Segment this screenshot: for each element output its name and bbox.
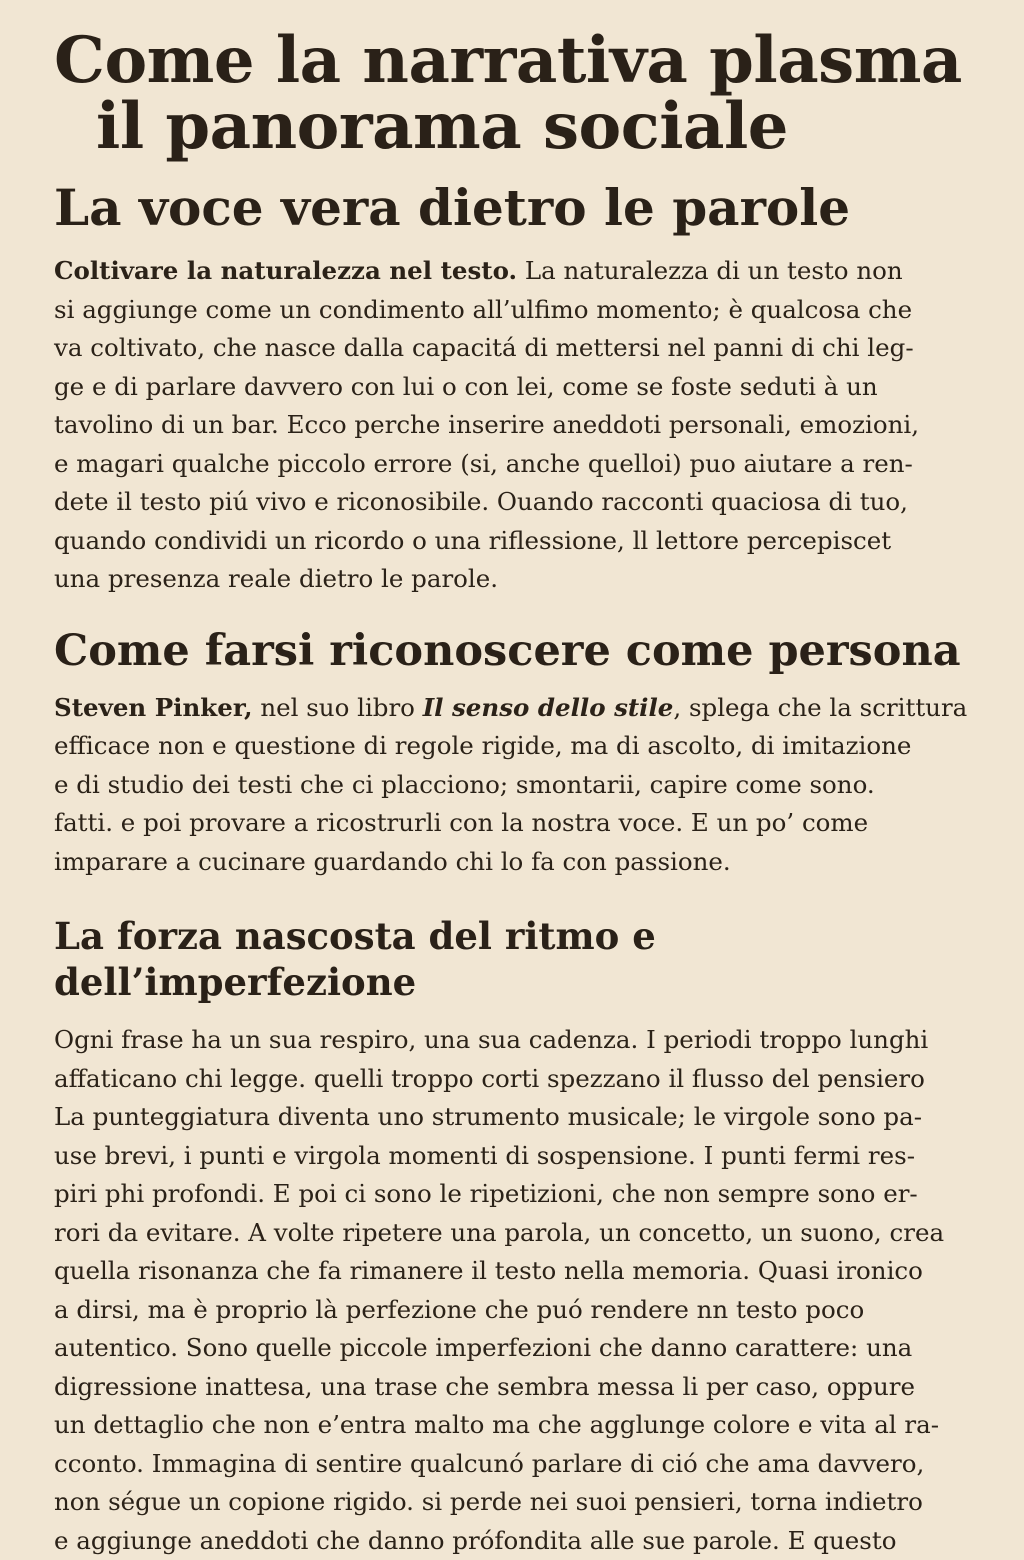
paragraph-text: , splega che la scrittura [673,693,967,722]
paragraph-line: digressione inattesa, una trase che sembra messa li per caso, oppure [54,1368,984,1407]
paragraph-line: quella risonanza che fa rimanere il testo nella memoria. Quasi ironico [54,1252,984,1291]
paragraph-line: fatti. e poi provare a ricostrurli con la nostra voce. E un po’ come [54,804,984,843]
paragraph-line: autentico. Sono quelle piccole imperfezioni che danno carattere: una [54,1329,984,1368]
paragraph-line: e aggiunge aneddoti che danno prófondita alle sue parole. E questo [54,1522,984,1560]
title-line-1: Come la narrativa plasma [54,28,984,94]
paragraph-line: efficace non e questione di regole rigide, ma di ascolto, di imitazione [54,727,984,766]
paragraph-line: affaticano chi legge. quelli troppo corti spezzano il flusso del pensiero [54,1060,984,1099]
paragraph-line: e magari qualche piccolo errore (si, anche quelloi) puo aiutare a ren- [54,445,984,484]
paragraph-line: tavolino di un bar. Ecco perche inserire aneddoti personali, emozioni, [54,406,984,445]
section-heading-riconoscere: Come farsi riconoscere come persona [54,625,984,677]
paragraph-line: non ségue un copione rigido. si perde nei suoi pensieri, torna indietro [54,1483,984,1522]
section-heading-ritmo: La forza nascosta del ritmo e dell’imperfezione [54,913,984,1005]
paragraph-text: nel suo libro [253,693,423,722]
author-name: Steven Pinker, [54,693,253,722]
paragraph-line: imparare a cucinare guardando chi lo fa con passione. [54,843,984,882]
book-title: Il senso dello stile [423,693,674,722]
paragraph-line: piri phi profondi. E poi ci sono le ripetizioni, che non sempre sono er- [54,1175,984,1214]
paragraph-line: La punteggiatura diventa uno strumento musicale; le virgole sono pa- [54,1098,984,1137]
section-paragraph-voce-vera [54,252,984,599]
section-paragraph-ritmo [54,1021,984,1560]
paragraph-line: una presenza reale dietro le parole. [54,560,984,599]
article-title [54,28,984,160]
paragraph-line: e di studio dei testi che ci placciono; smontarii, capire come sono. [54,766,984,805]
paragraph-line: Ogni frase ha un sua respiro, una sua cadenza. I periodi troppo lunghi [54,1021,984,1060]
paragraph-line: use brevi, i punti e virgola momenti di sospensione. I punti fermi res- [54,1137,984,1176]
paragraph-line: ge e di parlare davvero con lui o con lei, come se foste seduti à un [54,368,984,407]
paragraph-line: quando condividi un ricordo o una riflessione, ll lettore percepiscet [54,522,984,561]
paragraph-line: si aggiunge come un condimento all’ulfimo momento; è qualcosa che [54,291,984,330]
paragraph-line: va coltivato, che nasce dalla capacitá di mettersi nel panni di chi leg- [54,329,984,368]
paragraph-line: dete il testo piú vivo e riconosibile. Ouando racconti quaciosa di tuo, [54,483,984,522]
paragraph-line: cconto. Immagina di sentire qualcunó parlare di ció che ama davvero, [54,1445,984,1484]
paragraph-line: a dirsi, ma è proprio là perfezione che puó rendere nn testo poco [54,1291,984,1330]
paragraph-line: rori da evitare. A volte ripetere una parola, un concetto, un suono, crea [54,1214,984,1253]
paragraph-line: un dettaglio che non e’entra malto ma che agglunge colore e vita al ra- [54,1406,984,1445]
paragraph-line [54,689,984,728]
paragraph-lead: Coltivare la naturalezza nel testo. [54,256,517,285]
title-line-2: il panorama sociale [54,94,984,160]
section-paragraph-riconoscere [54,689,984,882]
paragraph-text: La naturalezza di un testo non [517,256,903,285]
paragraph-line [54,252,984,291]
section-heading-voce-vera: La voce vera dietro le parole [54,178,984,238]
